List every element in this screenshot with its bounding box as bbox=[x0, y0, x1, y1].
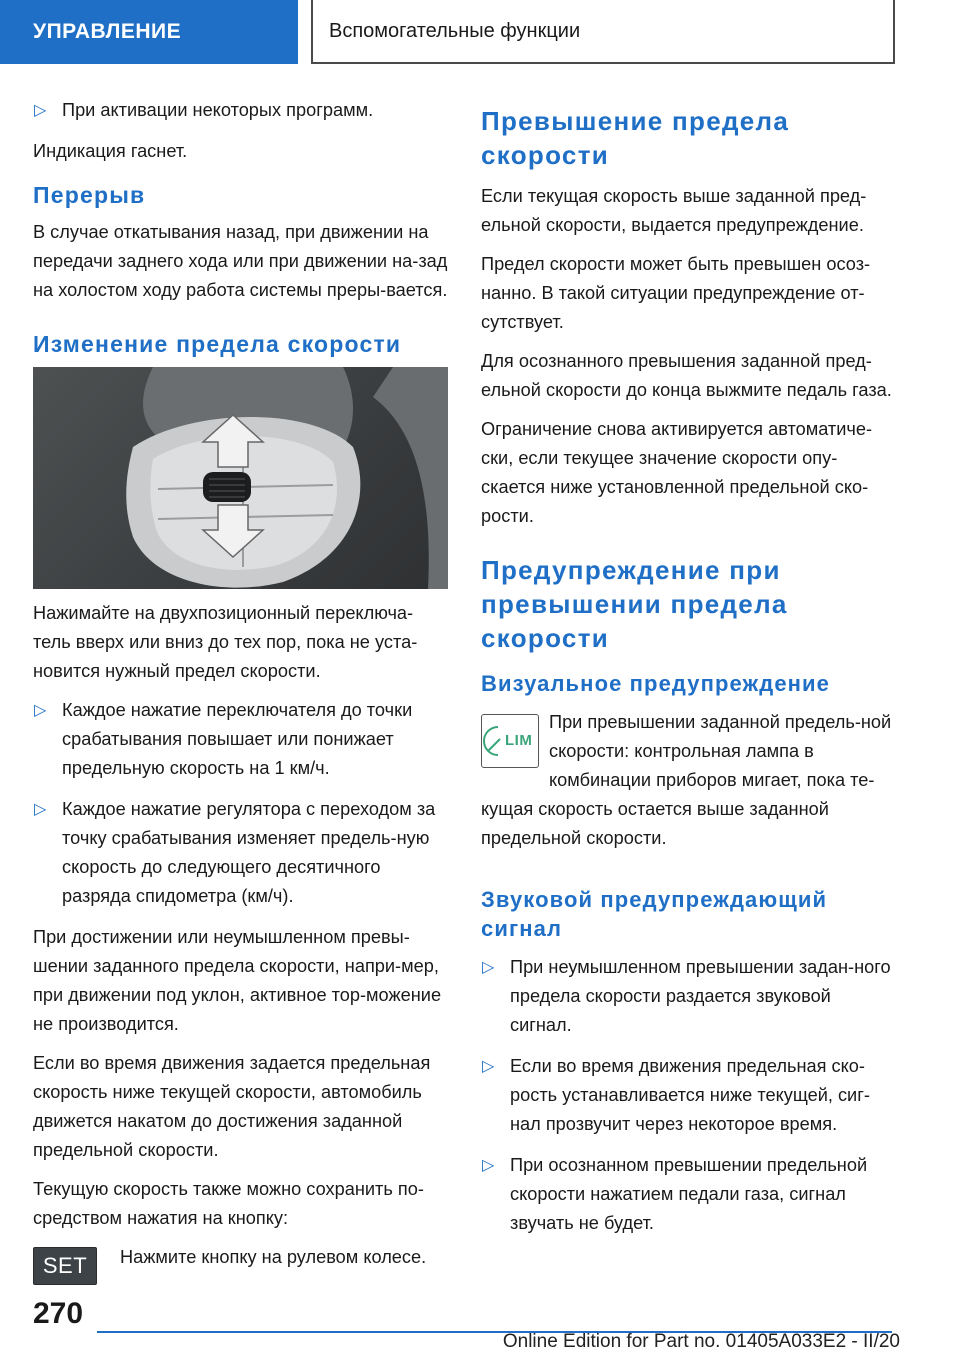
paragraph: В случае откатывания назад, при движении на передачи заднего хода или при движении на-зад на холостом ходу работа системы преры-вается. bbox=[33, 222, 448, 300]
heading-visual-warning: Визуальное предупреждение bbox=[481, 671, 831, 696]
heading-sound-warning: Звуковой предупреждающий сигнал bbox=[481, 887, 828, 941]
triangle-bullet-icon: ▷ bbox=[482, 1058, 495, 1075]
paragraph: При превышении заданной предель-ной скорости: контрольная лампа в комбинации приборов мигает, пока те-кущая скорость остается выше заданной предельной скорости. bbox=[481, 712, 892, 848]
paragraph: Индикация гаснет. bbox=[33, 141, 188, 161]
triangle-bullet-icon: ▷ bbox=[482, 959, 495, 976]
paragraph: Если текущая скорость выше заданной пред-ельной скорости, выдается предупреждение. bbox=[481, 186, 867, 235]
list-item: ▷ Каждое нажатие переключателя до точки срабатывания повышает или понижает предельную скорость на 1 км/ч. bbox=[33, 696, 448, 783]
paragraph: Текущую скорость также можно сохранить по-средством нажатия на кнопку: bbox=[33, 1179, 424, 1228]
chapter-title: Вспомогательные функции bbox=[311, 0, 895, 64]
footer-edition: Online Edition for Part no. 01405A033E2 - II/20 bbox=[502, 1331, 900, 1352]
heading-warning: Предупреждение при превышении предела скорости bbox=[481, 555, 788, 653]
left-column bbox=[33, 96, 448, 1307]
paragraph: Предел скорости может быть превышен осоз-нанно. В такой ситуации предупреждение от-сутствует. bbox=[481, 254, 871, 332]
list-item: ▷ Если во время движения предельная ско-рость устанавливается ниже текущей, сиг-нал прозвучит через некоторое время. bbox=[481, 1052, 897, 1139]
heading-exceed: Превышение предела скорости bbox=[481, 106, 790, 170]
triangle-bullet-icon: ▷ bbox=[34, 702, 47, 719]
paragraph: Если во время движения задается предельная скорость ниже текущей скорости, автомобиль движется накатом до достижения заданной предельной скорости. bbox=[33, 1053, 431, 1160]
lim-speed-limit-icon bbox=[481, 714, 539, 768]
steering-wheel-rocker-photo bbox=[33, 367, 448, 589]
paragraph: При достижении или неумышленном превы-шении заданного предела скорости, напри-мер, при движении под уклон, активное тор-можение не производится. bbox=[33, 927, 442, 1034]
set-button-icon: SET bbox=[33, 1247, 97, 1285]
paragraph: Для осознанного превышения заданной пред-ельной скорости до конца выжмите педаль газа. bbox=[481, 351, 892, 400]
lim-warning-row bbox=[481, 708, 897, 863]
paragraph: Ограничение снова активируется автоматиче-ски, если текущее значение скорости опу-скается ниже установленной предельной ско-рости. bbox=[481, 419, 873, 526]
set-button-row bbox=[33, 1243, 448, 1307]
heading-change-limit: Изменение предела скорости bbox=[33, 331, 402, 357]
section-tab: УПРАВЛЕНИЕ bbox=[0, 0, 298, 64]
heading-break: Перерыв bbox=[33, 182, 146, 208]
triangle-bullet-icon: ▷ bbox=[34, 102, 47, 119]
right-column bbox=[481, 96, 897, 1250]
steering-wheel-rocker-illustration bbox=[33, 367, 448, 589]
list-item: ▷ Каждое нажатие регулятора с переходом за точку срабатывания изменяет предель-ную скорость до следующего десятичного разряда спидометра (км/ч). bbox=[33, 795, 448, 911]
paragraph: Нажмите кнопку на рулевом колесе. bbox=[120, 1247, 427, 1267]
triangle-bullet-icon: ▷ bbox=[482, 1157, 495, 1174]
list-item: ▷ При осознанном превышении предельной скорости нажатием педали газа, сигнал звучать не будет. bbox=[481, 1151, 897, 1238]
triangle-bullet-icon: ▷ bbox=[34, 801, 47, 818]
page-number: 270 bbox=[33, 1297, 84, 1330]
lim-label: LIM bbox=[505, 732, 533, 749]
paragraph: Нажимайте на двухпозиционный переключа-тель вверх или вниз до тех пор, пока не уста-новится нужный предел скорости. bbox=[33, 603, 418, 681]
list-item: ▷ При неумышленном превышении задан-ного предела скорости раздается звуковой сигнал. bbox=[481, 953, 897, 1040]
list-item: ▷ При активации некоторых программ. bbox=[33, 96, 448, 125]
